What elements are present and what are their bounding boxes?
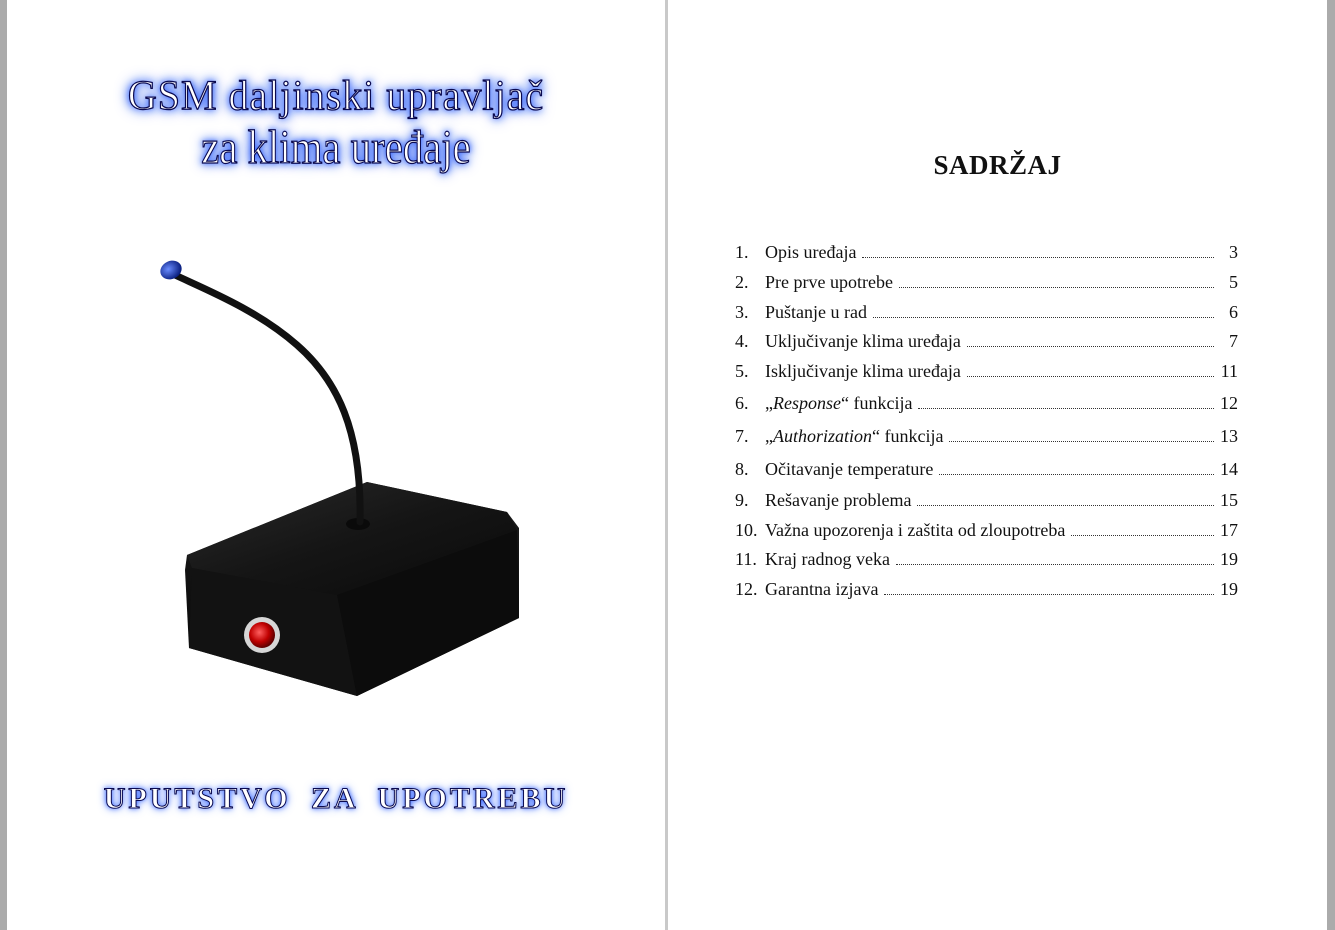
toc-item-number: 6. bbox=[735, 393, 749, 413]
toc-heading: SADRŽAJ bbox=[933, 150, 1062, 180]
toc-item-number: 10. bbox=[735, 520, 758, 540]
toc-item[interactable] bbox=[735, 302, 1238, 326]
dot-leader bbox=[918, 407, 1214, 409]
toc-item-page: 13 bbox=[1220, 426, 1238, 446]
toc-item-page: 15 bbox=[1220, 490, 1238, 510]
cover-title-line2: za klima uređaje bbox=[201, 121, 471, 174]
toc-item-number: 2. bbox=[735, 272, 749, 292]
cover-page bbox=[7, 0, 665, 930]
toc-item-title: Očitavanje temperature bbox=[765, 459, 934, 479]
toc-item-page: 11 bbox=[1220, 361, 1238, 381]
dot-leader bbox=[917, 504, 1214, 506]
toc-item-page: 17 bbox=[1220, 520, 1238, 540]
toc-item-number: 5. bbox=[735, 361, 749, 381]
toc-item-number: 4. bbox=[735, 331, 749, 351]
toc-item[interactable] bbox=[735, 549, 1238, 573]
toc-item-title: Isključivanje klima uređaja bbox=[765, 361, 961, 381]
toc-item[interactable] bbox=[735, 331, 1238, 355]
cover-subtitle: UPUTSTVO ZA UPOTREBU bbox=[103, 782, 569, 815]
dot-leader bbox=[939, 473, 1214, 475]
toc-item[interactable] bbox=[735, 579, 1238, 603]
toc-item-title: „Response“ funkcija bbox=[765, 393, 913, 413]
toc-item[interactable] bbox=[735, 520, 1238, 544]
toc-item[interactable] bbox=[735, 459, 1238, 483]
toc-item-page: 5 bbox=[1229, 272, 1238, 292]
dot-leader bbox=[896, 563, 1214, 565]
toc-item-number: 12. bbox=[735, 579, 758, 599]
toc-item-number: 11. bbox=[735, 549, 757, 569]
toc-item-page: 7 bbox=[1229, 331, 1238, 351]
toc-item-title: Opis uređaja bbox=[765, 242, 857, 262]
toc-item[interactable] bbox=[735, 361, 1238, 385]
dot-leader bbox=[967, 375, 1214, 377]
toc-item-title: Kraj radnog veka bbox=[765, 549, 890, 569]
toc-item-title: Uključivanje klima uređaja bbox=[765, 331, 961, 351]
toc-item-number: 1. bbox=[735, 242, 749, 262]
toc-item-title: „Authorization“ funkcija bbox=[765, 426, 944, 446]
toc-item-page: 14 bbox=[1220, 459, 1238, 479]
toc-item-title: Pre prve upotrebe bbox=[765, 272, 893, 292]
dot-leader bbox=[967, 345, 1214, 347]
dot-leader bbox=[873, 316, 1214, 318]
toc-item-number: 7. bbox=[735, 426, 749, 446]
toc-item[interactable] bbox=[735, 393, 1238, 417]
dot-leader bbox=[884, 593, 1214, 595]
toc-item[interactable] bbox=[735, 272, 1238, 296]
toc-page bbox=[668, 0, 1327, 930]
toc-item-page: 19 bbox=[1220, 579, 1238, 599]
toc-item[interactable] bbox=[735, 426, 1238, 450]
toc-item-number: 9. bbox=[735, 490, 749, 510]
toc-item-page: 19 bbox=[1220, 549, 1238, 569]
toc-item-page: 12 bbox=[1220, 393, 1238, 413]
toc-item-title: Puštanje u rad bbox=[765, 302, 867, 322]
dot-leader bbox=[862, 256, 1214, 258]
cover-title-line1: GSM daljinski upravljač bbox=[127, 71, 545, 120]
toc-item-page: 6 bbox=[1229, 302, 1238, 322]
toc-item[interactable] bbox=[735, 242, 1238, 266]
toc-item-title: Garantna izjava bbox=[765, 579, 879, 599]
toc-item[interactable] bbox=[735, 490, 1238, 514]
dot-leader bbox=[899, 286, 1214, 288]
toc-item-number: 3. bbox=[735, 302, 749, 322]
dot-leader bbox=[949, 440, 1214, 442]
toc-item-title: Važna upozorenja i zaštita od zloupotreba bbox=[765, 520, 1066, 540]
toc-item-number: 8. bbox=[735, 459, 749, 479]
toc-item-page: 3 bbox=[1229, 242, 1238, 262]
device-photo bbox=[147, 250, 537, 720]
toc-item-title: Rešavanje problema bbox=[765, 490, 912, 510]
dot-leader bbox=[1071, 534, 1214, 536]
